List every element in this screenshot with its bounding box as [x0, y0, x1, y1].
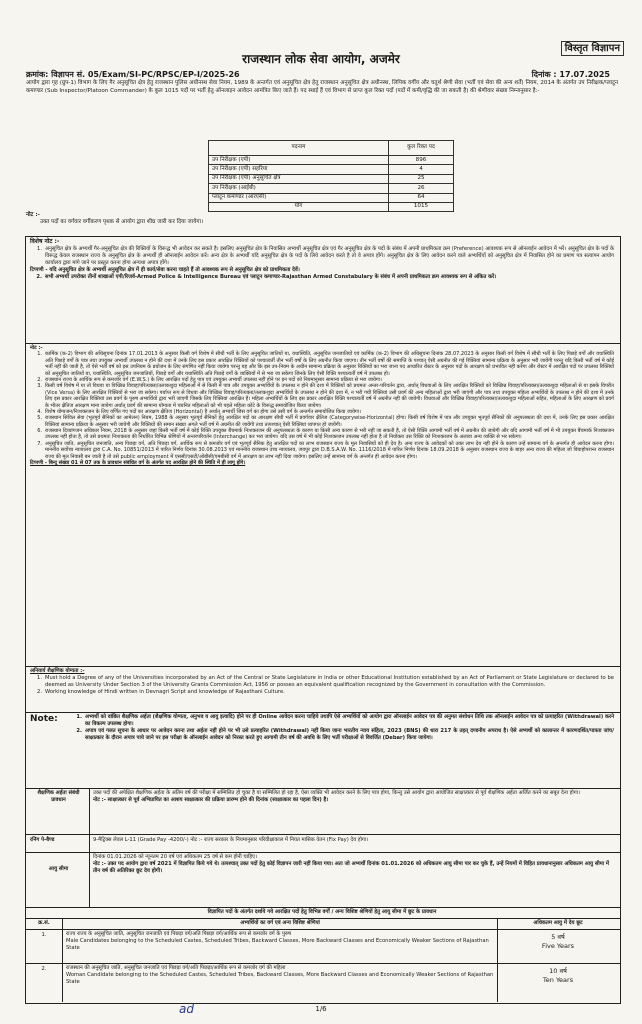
posts-header-row: [209, 141, 454, 156]
qualification-section: [30, 668, 614, 696]
table-row: [209, 165, 454, 174]
age-row-sn: 1.: [41, 932, 47, 938]
divider: [25, 929, 621, 930]
table-row: [209, 156, 454, 165]
list-item: 1. कार्मिक (क-2) विभाग की अधिसूचना दिनांक 17.01.2013 के अनुसार किसी वर्ग विशेष में सीधी भर्ती के लिए अनुसूचित जातियों या, यथास्थिति, अनुसूचित जनजातियों एवं कार्मिक (क-2) विभाग की अधिसूचना दिनांक 28.07.2023 के अनुसार किसी वर्ग विशेष में सीधी भर्ती के लिए पिछड़े वर्गों और यथास्थिति अति पिछड़े वर्गों के पात्र तथा उपयुक्त अभ्यर्थी उपलब्ध न होने की दशा में उनके लिए इस प्रकार आरक्षित रिक्तियों को पश्चात्वर्ती तीन भर्ती वर्षों के लिए अग्रनीत किया जाएगा। तीन भर्ती वर्षों की समाप्ति के पश्चात् ऐसी अग्रनीत की गई रिक्तियां सामान्य प्रक्रिया के अनुसार भरी जायेंगी परन्तु यदि किसी भर्ती वर्ष में कोई भर्ती नहीं की जाती है, तो ऐसे भर्ती वर्ष को इस उपनियम के प्रयोजन के लिए संगणित नहीं किया जायेगा परन्तु यह और कि इस उप-नियम के अधीन सामान्य प्रक्रिया के अनुसार रिक्तियों का भरा जाना पद आधारित रोस्टर के अनुसार पदों के आरक्षण को प्रभावित नहीं करेगा और रोस्टर में आरक्षित पदों पर उपलब्ध रिक्तियों को अनुसूचित जातियों या, यथास्थिति, अनुसूचित जनजातियों, पिछड़े वर्गों और यथास्थिति अति पिछड़े वर्गों के व्यक्तियों में से भरा जा सकेगा जिनके लिए ऐसी रिक्ति पश्चात्वर्ती वर्ष में उपलब्ध हो।: [37, 351, 614, 377]
commission-title: राजस्थान लोक सेवा आयोग, अजमेर: [242, 52, 400, 66]
age-row-relaxation-en: Five Years: [541, 941, 575, 950]
table-total-row: [209, 202, 454, 211]
divider: [25, 788, 621, 789]
post-count: 896: [389, 156, 454, 165]
edu-provision-label: शैक्षणिक अर्हता संबंधी प्रावधान: [37, 790, 80, 803]
table-row: [209, 184, 454, 193]
age-row-relaxation-hi: 5 वर्ष: [551, 933, 565, 941]
list-item: 2. सभी अभ्यर्थी उपरोक्त तीनों शाखाओं एपी/रिजर्व-Armed Police & Intelligence Bureau एवं प्लाटून कमाण्डर-Rajasthan Armed Constabulary के संबंध में अपनी प्राथमिकता क्रम आवश्यक रूप से अंकित करें।: [30, 274, 614, 281]
note-box-label: Note:: [30, 714, 58, 724]
age-row-category-en: Male Candidates belonging to the Scheduled Castes, Scheduled Tribes, Backward Classes, More Backward Classes and Economically Weaker Sections of Rajasthan State: [66, 937, 489, 951]
edu-provision-text: उक्त पदों की अपेक्षित शैक्षणिक अर्हता के अंतिम वर्ष की परीक्षा में सम्मिलित हो चुका है या सम्मिलित हो रहा है, ऐसा व्यक्ति भी आवेदन करने के लिए पात्र होगा, किन्तु उसे आयोग द्वारा आयोजित साक्षात्कार से पूर्व शैक्षणिक अर्हता अर्जित करने का सबूत देना होगा।: [93, 790, 581, 796]
divider: [25, 343, 621, 344]
age-table-category-header: अभ्यर्थियों का वर्ग एवं अन्य विशिष्ट श्रेणियां: [240, 920, 320, 926]
post-name: उप निरीक्षक (एपी): [209, 156, 389, 165]
age-limit-label: आयु सीमा: [48, 866, 69, 872]
note-box: [30, 714, 614, 742]
post-name: प्लाटून कमाण्डर (आरएसी): [209, 193, 389, 202]
divider: [497, 918, 498, 1002]
post-count: 26: [389, 184, 454, 193]
age-row-relaxation-en: Ten Years: [542, 975, 574, 984]
special-note-label: विशेष नोट :-: [30, 238, 60, 245]
edu-provision-note: नोट :- साक्षात्कार से पूर्व अभिप्रायित का आशय साक्षात्कार की प्रक्रिया प्रारम्भ होने की दिनांक (साक्षात्कार का पहला दिन) है।: [93, 796, 329, 803]
post-name-header: पदनाम: [209, 141, 389, 156]
detailed-advertisement-tag: विस्तृत विज्ञापन: [561, 41, 624, 56]
list-item: 1. अनुसूचित क्षेत्र के अभ्यर्थी गैर-अनुसूचित क्षेत्र की रिक्तियों के विरूद्ध भी आवेदन कर सकते है। इसलिए अनुसूचित क्षेत्र के निवासित अभ्यर्थी अनुसूचित क्षेत्र एवं गैर अनुसूचित क्षेत्र के पदों के संबंध में अपनी प्राथमिकता क्रम (Preference) आवश्यक रूप से ऑनलाईन आवेदन में भरें। अनुसूचित क्षेत्र के पदों के विरूद्ध केवल राजस्थान राज्य के अनुसूचित क्षेत्र के अभ्यर्थी ही ऑनलाईन आवेदन करें। अन्य क्षेत्र के अभ्यर्थी यदि अनुसूचित क्षेत्र के पदों के लिये आवेदन करते है तो वे अपात्र होंगे। अनुसूचित क्षेत्र के लिए आवेदन करने वाले अभ्यर्थियों को अनुसूचित क्षेत्र में निवासित होने का प्रमाण पत्र सत्यापन आयोग कार्यालय द्वारा मांगे जाने पर प्रस्तुत करना होगा अन्यथा अपात्र होंगे।: [37, 245, 614, 266]
list-item: 4. विशेष योग्यजन/निःशक्तजन के लिए वर्णित गए पदों का आरक्षण क्षैतिज (Horizontal) है अर्थात् अभ्यर्थी जिस वर्ग का होगा उसे उसी वर्ग के अन्तर्गत समायोजित किया जायेगा।: [30, 409, 614, 415]
note-item: राजस्थान राज्य के आर्थिक रूप से कमजोर वर्ग (E.W.S.) के लिए आरक्षित पदों हेतु पात्र एवं उपयुक्त अभ्यर्थी उपलब्ध नहीं होने पर इन पदों को नियमानुसार सामान्य प्रक्रिया से भरा जायेगा।: [45, 376, 382, 383]
advertisement-number: क्रमांक: विज्ञापन सं. 05/Exam/SI-PC/RPSC/EP-I/2025-26: [26, 70, 240, 79]
qualification-label: अनिवार्य शैक्षणिक योग्यता :-: [30, 668, 85, 674]
note-box-item: अभ्यर्थी को वांछित शैक्षणिक अर्हता (शैक्षणिक योग्यता, अनुभव व आयु इत्यादि) होने पर ही Online आवेदन करना चाहिये तथापि ऐसे अभ्यर्थियों को आयोग द्वारा ऑनलाईन आवेदन पत्र की अनुमत संशोधन तिथि तक ऑनलाईन आवेदन पत्र को प्रत्याहरित (Withdrawal) करने का विकल्प उपलब्ध होगा।: [85, 714, 614, 727]
list-item: 5. राजस्थान सिविल सेवा (भूतपूर्व सैनिकों का आमेलन) नियम, 1988 के अनुसार भूतपूर्व सैनिकों हेतु आरक्षित पदों का आरक्षण सीधी भर्ती में प्रवर्गवार क्षैतिज (Categorywise-Horizontal) होगा। किसी वर्ष विशेष में पात्र और उपयुक्त भूतपूर्व सैनिकों की अनुपलब्धता की दशा में, उनके लिए इस प्रकार आरक्षित रिक्तियां सामान्य प्रक्रिया के अनुसार भरी जायेगी और रिक्तियों की समान संख्या अगले भर्ती वर्ष में अग्रनीत की जायेंगी तथा तत्पश्चात् ऐसी रिक्तियां व्यपगत हो जायेंगी।: [37, 415, 614, 428]
age-table-relaxation-header: अधिकतम आयु में देय छूट: [533, 920, 583, 926]
list-item: 2. राजस्थान राज्य के आर्थिक रूप से कमजोर वर्ग (E.W.S.) के लिए आरक्षित पदों हेतु पात्र एवं उपयुक्त अभ्यर्थी उपलब्ध नहीं होने पर इन पदों को नियमानुसार सामान्य प्रक्रिया से भरा जायेगा।: [30, 377, 614, 383]
divider: [25, 918, 621, 919]
notes-tip: टिप्पणी - बिन्दु संख्या 01 से 07 तक के प्रावधान संबंधित वर्ग के अंतर्गत पद आरक्षित होने की स्थिति में ही लागू होंगे।: [30, 460, 246, 467]
divider: [25, 834, 621, 835]
age-table-title: विज्ञापित पदों के अंतर्गत दर्शाये गये आरक्षित पदों हेतु विभिन्न वर्गों / अन्य विशिष्ट श्रेणियों हेतु आयु सीमा में छूट के प्रावधान: [207, 909, 437, 915]
post-count: 25: [389, 174, 454, 183]
post-name: उप निरीक्षक (आईबी): [209, 184, 389, 193]
total-label: योग: [209, 202, 389, 211]
age-limit-text: दिनांक 01.01.2026 को न्यूनतम 20 वर्ष एवं अधिकतम 25 वर्ष से कम होनी चाहिए।: [93, 854, 257, 860]
notes-section: [30, 345, 614, 466]
intro-paragraph: आयोग द्वारा गृह (ग्रुप-1) विभाग के लिए गैर अनुसूचित क्षेत्र हेतु राजस्थान पुलिस अधीनस्थ सेवा नियम, 1989 के अन्तर्गत एवं अनुसूचित क्षेत्र हेतु राजस्थान अनुसूचित क्षेत्र अधीनस्थ, लिपिक वर्गीय और चतुर्थ श्रेणी सेवा (भर्ती एवं सेवा की अन्य शर्तें) नियम, 2014 के अंतर्गत उप निरीक्षक/प्लाटून कमाण्डर (Sub Inspector/Platoon Commander) के कुल 1015 पदों पर भर्ती हेतु ऑनलाइन आवेदन आमंत्रित किए जाते हैं। पद स्थाई हैं एवं विभाग से प्राप्त कुल रिक्त पदों (पदों में कमी/वृद्धि की जा सकती है) की श्रेणीवार संख्या निम्नानुसार है:-: [26, 80, 618, 94]
age-row-category-en: Woman Candidate belonging to the Scheduled Castes, Scheduled Tribes, Backward Classes, More Backward Classes and Economically Weaker Sections of Rajasthan State: [66, 971, 494, 985]
special-tip: टिप्पणी - यदि अनुसूचित क्षेत्र के अभ्यर्थी अनुसूचित क्षेत्र में ही कार्य/सेवा करना चाहते हैं तो आवश्यक रूप से अनुसूचित क्षेत्र को प्राथमिकता देवें।: [30, 266, 300, 273]
divider: [62, 918, 63, 1002]
age-limit-note: नोट :- उक्त पद आयोग द्वारा वर्ष 2021 में विज्ञापित किये गये थे। तत्पश्चात् उक्त पदों हेतु कोई विज्ञापन जारी नहीं किया गया। अतः जो अभ्यर्थी दिनांक 01.01.2026 को अधिकतम आयु सीमा पार कर चुके हैं, उन्हें नियमों में विहित प्रावधानानुसार अधिकतम आयु सीमा में तीन वर्ष की अतिरिक्त छूट देय होगी।: [93, 860, 610, 874]
special-note-2: सभी अभ्यर्थी उपरोक्त तीनों शाखाओं एपी/रिजर्व-Armed Police & Intelligence Bureau एवं प्लाटून कमाण्डर-Rajasthan Armed Constabulary के संबंध में अपनी प्राथमिकता क्रम आवश्यक रूप से अंकित करें।: [45, 273, 497, 280]
age-row-relaxation-hi: 10 वर्ष: [549, 967, 567, 975]
age-row-sn: 2.: [41, 966, 47, 972]
age-table-sn-header: क्र.सं.: [38, 920, 50, 926]
note-top-text: उक्त पदों का वर्गवार वर्गीकरण पृथक से आयोग द्वारा शीघ्र जारी कर दिया जायेगा।: [40, 219, 204, 226]
age-row-relaxation: [500, 933, 616, 950]
advertisement-date: दिनांक : 17.07.2025: [531, 70, 610, 79]
list-item: 3. किसी वर्ष विशेष में या तो विधवा या विच्छिन्न विवाह/परित्यक्ता/तलाकशुदा महिलाओं में से किसी में पात्र और उपयुक्त अभ्यर्थियों के उपलब्ध न होने की दशा में रिक्तियों को प्रथमतः अन्तर-परिवर्तन द्वारा, अर्थात् विधवाओं के लिए आरक्षित रिक्तियों को विच्छिन्न विवाह/परित्यक्ता/तलाकशुदा महिलाओं से या इसके विपरीत (Vice Versa) के लिए आरक्षित रिक्तियों से भरा जा सकेगा। पर्याप्त रूप से विधवा और विच्छिन्न विवाह/परित्यक्ता/तलाकशुदा अभ्यर्थियों के उपलब्ध न होने की दशा में, न भरी गयी रिक्तियां उसी प्रवर्ग की अन्य महिलाओं द्वारा भरी जाएंगी और पात्र तथा उपयुक्त महिला अभ्यर्थियों के उपलब्ध न होने की दशा में उनके लिए इस प्रकार आरक्षित रिक्तियां उस प्रवर्ग के पुरुष अभ्यर्थियों द्वारा भरी जाएगी जिसके लिए रिक्तियां आरक्षित हैं। महिला अभ्यर्थियों के लिए इस प्रकार आरक्षित रिक्ति पश्चात्वर्ती वर्ष में अग्रनीत नहीं की जायेगी। विधवाओं और विच्छिन्न विवाह/परित्यक्ता/तलाकशुदा महिलाओं सहित, महिलाओं के लिए आरक्षण को प्रवर्ग के भीतर क्षैतिज आरक्षण माना जायेगा अर्थात् प्रवर्ग की सामान्य योग्यता में चयनित महिलाओं को भी पहले महिला कोटे के विरूद्ध समायोजित किया जायेगा।: [37, 383, 614, 409]
age-row-relaxation: [500, 967, 616, 984]
divider: [25, 712, 621, 713]
posts-table: [208, 140, 454, 212]
divider: [25, 852, 621, 853]
note-item: किसी वर्ष विशेष में या तो विधवा या विच्छिन्न विवाह/परित्यक्ता/तलाकशुदा महिलाओं में से किसी में पात्र और उपयुक्त अभ्यर्थियों के उपलब्ध न होने की दशा में रिक्तियों को प्रथमतः अन्तर-परिवर्तन द्वारा, अर्थात् विधवाओं के लिए आरक्षित रिक्तियों को विच्छिन्न विवाह/परित्यक्ता/तलाकशुदा महिलाओं से या इसके विपरीत (Vice Versa) के लिए आरक्षित रिक्तियों से भरा जा सकेगा। पर्याप्त रूप से विधवा और विच्छिन्न विवाह/परित्यक्ता/तलाकशुदा अभ्यर्थियों के उपलब्ध न होने की दशा में, न भरी गयी रिक्तियां उसी प्रवर्ग की अन्य महिलाओं द्वारा भरी जाएंगी और पात्र तथा उपयुक्त महिला अभ्यर्थियों के उपलब्ध न होने की दशा में उनके लिए इस प्रकार आरक्षित रिक्तियां उस प्रवर्ग के पुरुष अभ्यर्थियों द्वारा भरी जाएगी जिसके लिए रिक्तियां आरक्षित हैं। महिला अभ्यर्थियों के लिए इस प्रकार आरक्षित रिक्ति पश्चात्वर्ती वर्ष में अग्रनीत नहीं की जायेगी। विधवाओं और विच्छिन्न विवाह/परित्यक्ता/तलाकशुदा महिलाओं सहित, महिलाओं के लिए आरक्षण को प्रवर्ग के भीतर क्षैतिज आरक्षण माना जायेगा अर्थात् प्रवर्ग की सामान्य योग्यता में चयनित महिलाओं को भी पहले महिला कोटे के विरूद्ध समायोजित किया जायेगा।: [45, 383, 614, 409]
age-row-category-hi: राज्य राज्य के अनुसूचित जाति, अनुसूचित जनजाति एवं पिछड़ा वर्ग/अति पिछड़ा वर्ग/आर्थिक रूप से कमजोर वर्ग के पुरुष: [66, 931, 292, 937]
note-box-item: अपात्र एवं गलत सूचना के आधार पर आवेदन करना तथा अर्हता नहीं होने पर भी उसे प्रत्याहरित (Withdrawal) नहीं किया जाना भारतीय न्याय संहिता, 2023 (BNS) की धारा 217 के तहत् दण्डनीय अपराध है। ऐसे अभ्यर्थी को कालान्तर में कारणदर्शित/पात्रता जांच/साक्षात्कार के दौरान अपात्र पाये जाने पर इस परीक्षा के ऑनलाईन आवेदन को निरस्त करते हुए आगामी तीन वर्ष की अवधि के लिए भर्ती परीक्षाओं से विवर्जित (Debar) किया जायेगा।: [85, 727, 614, 741]
list-item: 1. अभ्यर्थी को वांछित शैक्षणिक अर्हता (शैक्षणिक योग्यता, अनुभव व आयु इत्यादि) होने पर ही Online आवेदन करना चाहिये तथापि ऐसे अभ्यर्थियों को आयोग द्वारा ऑनलाईन आवेदन पत्र की अनुमत संशोधन तिथि तक ऑनलाईन आवेदन पत्र को प्रत्याहरित (Withdrawal) करने का विकल्प उपलब्ध होगा।: [76, 714, 614, 727]
note-item: राजस्थान दिव्यांगजन अधिकार नियम, 2018 के अनुसार जहां किसी भर्ती वर्ष में कोई रिक्ति उपयुक्त बैंचमार्क निःशक्तजन की अनुपलब्धता के कारण या किसी अन्य कारण से भरी नहीं जा सकती है, तो ऐसी रिक्ति आगामी भर्ती वर्ष में अग्रनीत की जायेगी और यदि आगामी भर्ती वर्ष में भी उपयुक्त बैंचमार्क निःशक्तजन उपलब्ध नहीं होता है, तो उसे प्रथमतः निःशक्तता की निर्धारित विभिन्न श्रेणियों में अन्तरपरिवर्तन (Interchange) कर भरा जायेगा। यदि उस वर्ष में भी कोई निःशक्तजन उपलब्ध नहीं होता है तो नियोक्ता उस रिक्ति को निःशक्तजन के अलावा अन्य व्यक्ति से भर सकेगा।: [45, 428, 614, 441]
handwritten-initials: ad: [179, 1002, 194, 1016]
total-count: 1015: [389, 202, 454, 211]
age-limit: [93, 854, 615, 875]
edu-provision: [93, 790, 615, 804]
qualification-item: Working knowledge of Hindi written in Devnagri Script and knowledge of Rajasthani Culture.: [45, 688, 285, 695]
note-top: [26, 212, 203, 227]
note-item: राजस्थान सिविल सेवा (भूतपूर्व सैनिकों का आमेलन) नियम, 1988 के अनुसार भूतपूर्व सैनिकों हेतु आरक्षित पदों का आरक्षण सीधी भर्ती में प्रवर्गवार क्षैतिज (Categorywise-Horizontal) होगा। किसी वर्ष विशेष में पात्र और उपयुक्त भूतपूर्व सैनिकों की अनुपलब्धता की दशा में, उनके लिए इस प्रकार आरक्षित रिक्तियां सामान्य प्रक्रिया के अनुसार भरी जायेगी और रिक्तियों की समान संख्या अगले भर्ती वर्ष में अग्रनीत की जायेंगी तथा तत्पश्चात् ऐसी रिक्तियां व्यपगत हो जायेंगी।: [45, 415, 614, 428]
page-number: 1/6: [315, 1005, 327, 1013]
divider: [25, 963, 621, 964]
note-top-label: नोट :-: [26, 212, 40, 218]
list-item: 2. अपात्र एवं गलत सूचना के आधार पर आवेदन करना तथा अर्हता नहीं होने पर भी उसे प्रत्याहरित (Withdrawal) नहीं किया जाना भारतीय न्याय संहिता, 2023 (BNS) की धारा 217 के तहत् दण्डनीय अपराध है। ऐसे अभ्यर्थी को कालान्तर में कारणदर्शित/पात्रता जांच/साक्षात्कार के दौरान अपात्र पाये जाने पर इस परीक्षा के ऑनलाईन आवेदन को निरस्त करते हुए आगामी तीन वर्ष की अवधि के लिए भर्ती परीक्षाओं से विवर्जित (Debar) किया जायेगा।: [76, 727, 614, 741]
qualification-item: Must hold a Degree of any of the Universities incorporated by an Act of the Central or State Legislature in India or other Educational Institution established by an Act of Parliament or State Legislature or declared to be deemed as University Under Section 3 of the University Grants Commission Act, 1956 or posses an equivalent qualification recognized by the Government in consultation with the Commission.: [45, 674, 614, 688]
list-item: 2. Working knowledge of Hindi written in Devnagri Script and knowledge of Rajasthani Culture.: [30, 689, 614, 696]
pay-band-label: रनिंग पे-बैण्ड: [30, 837, 55, 843]
pay-band-text: 9-मैट्रिक्स लेवल L-11 (Grade Pay -4200/-) नोट :- राज्य सरकार के नियमानुसार परिवीक्षाकाल में नियत मासिक वेतन (Fix Pay) देय होगा।: [93, 837, 369, 843]
post-name: उप निरीक्षक (एपी) अनुसूचित क्षेत्र: [209, 174, 389, 183]
note-item: विशेष योग्यजन/निःशक्तजन के लिए वर्णित गए पदों का आरक्षण क्षैतिज (Horizontal) है अर्थात् अभ्यर्थी जिस वर्ग का होगा उसे उसी वर्ग के अन्तर्गत समायोजित किया जायेगा।: [45, 408, 361, 415]
notes-label: नोट :-: [30, 345, 43, 351]
note-item: अनुसूचित जाति, अनुसूचित जनजाति, अन्य पिछड़ा वर्ग, अति पिछड़ा वर्ग, आर्थिक रूप से कमजोर वर्ग एवं भूतपूर्व सैनिक हेतु आरक्षित पदों का लाभ राजस्थान राज्य के मूल निवासियों को ही देय है। अन्य राज्य के आवेदकों को उक्त लाभ देय नहीं होने के कारण उन्हें सामान्य वर्ग के अन्तर्गत ही आवेदन करना होगा। माननीय सर्वोच्च न्यायालय द्वारा C.A. No. 10851/2013 में पारित निर्णय दिनांक 30.08.2013 एवं माननीय राजस्थान उच्च न्यायालय, जयपुर द्वारा D.B.S.A.W. No. 1116/2018 में पारित निर्णय दिनांक 18.09.2018 के अनुसार राजस्थान राज्य के बाहर अन्य राज्य की महिला जो विवाहोपरान्त राजस्थान राज्य की मूल निवासी बन जाती है तो उसे public employment में एससी/एसटी/ओबीसी/एमबीसी वर्ग में आरक्षण का लाभ नहीं दिया जायेगा। इसलिए उन्हें सामान्य वर्ग के अन्तर्गत ही आवेदन करना होगा।: [45, 440, 614, 460]
divider: [25, 666, 621, 667]
table-row: [66, 931, 494, 952]
list-item: 1. Must hold a Degree of any of the Universities incorporated by an Act of the Central or State Legislature in India or other Educational Institution established by an Act of Parliament or State Legislature or declared to be deemed as University Under Section 3 of the University Grants Commission Act, 1956 or posses an equivalent qualification recognized by the Government in consultation with the Commission.: [37, 674, 614, 688]
special-note-section: [30, 238, 614, 281]
post-count: 4: [389, 165, 454, 174]
special-note-1: अनुसूचित क्षेत्र के अभ्यर्थी गैर-अनुसूचित क्षेत्र की रिक्तियों के विरूद्ध भी आवेदन कर सकते है। इसलिए अनुसूचित क्षेत्र के निवासित अभ्यर्थी अनुसूचित क्षेत्र एवं गैर अनुसूचित क्षेत्र के पदों के संबंध में अपनी प्राथमिकता क्रम (Preference) आवश्यक रूप से ऑनलाईन आवेदन में भरें। अनुसूचित क्षेत्र के पदों के विरूद्ध केवल राजस्थान राज्य के अनुसूचित क्षेत्र के अभ्यर्थी ही ऑनलाईन आवेदन करें। अन्य क्षेत्र के अभ्यर्थी यदि अनुसूचित क्षेत्र के पदों के लिये आवेदन करते है तो वे अपात्र होंगे। अनुसूचित क्षेत्र के लिए आवेदन करने वाले अभ्यर्थियों को अनुसूचित क्षेत्र में निवासित होने का प्रमाण पत्र सत्यापन आयोग कार्यालय द्वारा मांगे जाने पर प्रस्तुत करना होगा अन्यथा अपात्र होंगे।: [45, 245, 614, 266]
list-item: 6. राजस्थान दिव्यांगजन अधिकार नियम, 2018 के अनुसार जहां किसी भर्ती वर्ष में कोई रिक्ति उपयुक्त बैंचमार्क निःशक्तजन की अनुपलब्धता के कारण या किसी अन्य कारण से भरी नहीं जा सकती है, तो ऐसी रिक्ति आगामी भर्ती वर्ष में अग्रनीत की जायेगी और यदि आगामी भर्ती वर्ष में भी उपयुक्त बैंचमार्क निःशक्तजन उपलब्ध नहीं होता है, तो उसे प्रथमतः निःशक्तता की निर्धारित विभिन्न श्रेणियों में अन्तरपरिवर्तन (Interchange) कर भरा जायेगा। यदि उस वर्ष में भी कोई निःशक्तजन उपलब्ध नहीं होता है तो नियोक्ता उस रिक्ति को निःशक्तजन के अलावा अन्य व्यक्ति से भर सकेगा।: [37, 428, 614, 441]
note-item: कार्मिक (क-2) विभाग की अधिसूचना दिनांक 17.01.2013 के अनुसार किसी वर्ग विशेष में सीधी भर्ती के लिए अनुसूचित जातियों या, यथास्थिति, अनुसूचित जनजातियों एवं कार्मिक (क-2) विभाग की अधिसूचना दिनांक 28.07.2023 के अनुसार किसी वर्ग विशेष में सीधी भर्ती के लिए पिछड़े वर्गों और यथास्थिति अति पिछड़े वर्गों के पात्र तथा उपयुक्त अभ्यर्थी उपलब्ध न होने की दशा में उनके लिए इस प्रकार आरक्षित रिक्तियों को पश्चात्वर्ती तीन भर्ती वर्षों के लिए अग्रनीत किया जाएगा। तीन भर्ती वर्षों की समाप्ति के पश्चात् ऐसी अग्रनीत की गई रिक्तियां सामान्य प्रक्रिया के अनुसार भरी जायेंगी परन्तु यदि किसी भर्ती वर्ष में कोई भर्ती नहीं की जाती है, तो ऐसे भर्ती वर्ष को इस उपनियम के प्रयोजन के लिए संगणित नहीं किया जायेगा परन्तु यह और कि इस उप-नियम के अधीन सामान्य प्रक्रिया के अनुसार रिक्तियों का भरा जाना पद आधारित रोस्टर के अनुसार पदों के आरक्षण को प्रभावित नहीं करेगा और रोस्टर में आरक्षित पदों पर उपलब्ध रिक्तियों को अनुसूचित जातियों या, यथास्थिति, अनुसूचित जनजातियों, पिछड़े वर्गों और यथास्थिति अति पिछड़े वर्गों के व्यक्तियों में से भरा जा सकेगा जिनके लिए ऐसी रिक्ति पश्चात्वर्ती वर्ष में उपलब्ध हो।: [45, 351, 614, 377]
divider: [25, 907, 621, 908]
post-name: उप निरीक्षक (एपी) सहरिया: [209, 165, 389, 174]
divider: [89, 788, 90, 907]
age-row-category-hi: राजस्थान की अनुसूचित जाति, अनुसूचित जनजाति एवं पिछड़ा वर्ग/अति पिछड़ा/आर्थिक रूप से कमजोर वर्ग की महिला: [66, 965, 286, 971]
post-count: 64: [389, 193, 454, 202]
post-count-header: कुल रिक्त पद: [389, 141, 454, 156]
list-item: 7. अनुसूचित जाति, अनुसूचित जनजाति, अन्य पिछड़ा वर्ग, अति पिछड़ा वर्ग, आर्थिक रूप से कमजोर वर्ग एवं भूतपूर्व सैनिक हेतु आरक्षित पदों का लाभ राजस्थान राज्य के मूल निवासियों को ही देय है। अन्य राज्य के आवेदकों को उक्त लाभ देय नहीं होने के कारण उन्हें सामान्य वर्ग के अन्तर्गत ही आवेदन करना होगा। माननीय सर्वोच्च न्यायालय द्वारा C.A. No. 10851/2013 में पारित निर्णय दिनांक 30.08.2013 एवं माननीय राजस्थान उच्च न्यायालय, जयपुर द्वारा D.B.S.A.W. No. 1116/2018 में पारित निर्णय दिनांक 18.09.2018 के अनुसार राजस्थान राज्य के बाहर अन्य राज्य की महिला जो विवाहोपरान्त राजस्थान राज्य की मूल निवासी बन जाती है तो उसे public employment में एससी/एसटी/ओबीसी/एमबीसी वर्ग में आरक्षण का लाभ नहीं दिया जायेगा। इसलिए उन्हें सामान्य वर्ग के अन्तर्गत ही आवेदन करना होगा।: [37, 440, 614, 460]
table-row: [66, 965, 494, 986]
table-row: [209, 174, 454, 183]
table-row: [209, 193, 454, 202]
